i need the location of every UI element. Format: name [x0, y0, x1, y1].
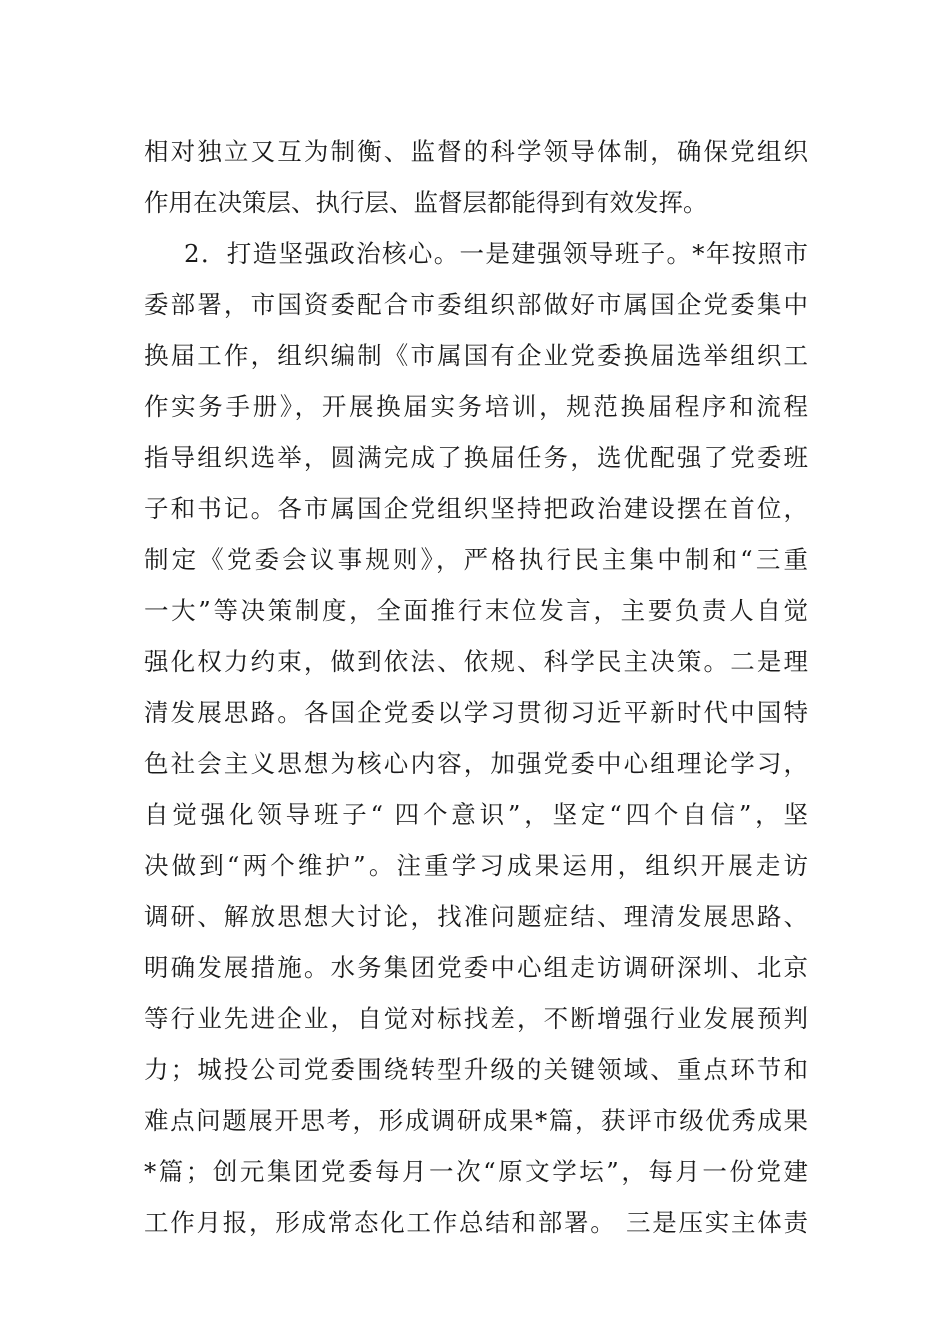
text-line-3-section-heading: 2．打造坚强政治核心。一是建强领导班子。*年按照市	[184, 239, 808, 268]
text-line-14: 自觉强化领导班子“ 四个意识”，坚定“四个自信”，坚	[144, 800, 808, 829]
text-line-13: 色社会主义思想为核心内容，加强党委中心组理论学习，	[144, 749, 808, 778]
text-line-18: 等行业先进企业，自觉对标找差，不断增强行业发展预判	[144, 1004, 808, 1033]
text-line-20: 难点问题展开思考，形成调研成果*篇，获评市级优秀成果	[144, 1106, 808, 1135]
text-line-16: 调研、解放思想大讨论，找准问题症结、理清发展思路、	[144, 902, 808, 931]
text-line-8: 子和书记。各市属国企党组织坚持把政治建设摆在首位，	[144, 494, 808, 523]
text-line-4: 委部署，市国资委配合市委组织部做好市属国企党委集中	[144, 290, 808, 319]
text-line-1: 相对独立又互为制衡、监督的科学领导体制，确保党组织	[144, 137, 808, 166]
text-line-21: *篇；创元集团党委每月一次“原文学坛”，每月一份党建	[144, 1157, 808, 1186]
text-line-7: 指导组织选举，圆满完成了换届任务，选优配强了党委班	[144, 443, 808, 472]
text-line-2: 作用在决策层、执行层、监督层都能得到有效发挥。	[144, 188, 708, 217]
text-line-17: 明确发展措施。水务集团党委中心组走访调研深圳、北京	[144, 953, 808, 982]
text-line-22: 工作月报，形成常态化工作总结和部署。 三是压实主体责	[144, 1208, 808, 1237]
body-text	[144, 126, 808, 1248]
text-line-12: 清发展思路。各国企党委以学习贯彻习近平新时代中国特	[144, 698, 808, 727]
text-line-5: 换届工作，组织编制《市属国有企业党委换届选举组织工	[144, 341, 808, 370]
text-line-9: 制定《党委会议事规则》，严格执行民主集中制和“三重	[144, 545, 808, 574]
text-line-11: 强化权力约束，做到依法、依规、科学民主决策。二是理	[144, 647, 808, 676]
text-line-6: 作实务手册》，开展换届实务培训，规范换届程序和流程	[144, 392, 808, 421]
text-line-10: 一大”等决策制度，全面推行末位发言，主要负责人自觉	[144, 596, 808, 625]
text-line-15: 决做到“两个维护”。注重学习成果运用，组织开展走访	[144, 851, 808, 880]
text-line-19: 力；城投公司党委围绕转型升级的关键领域、重点环节和	[144, 1055, 808, 1084]
